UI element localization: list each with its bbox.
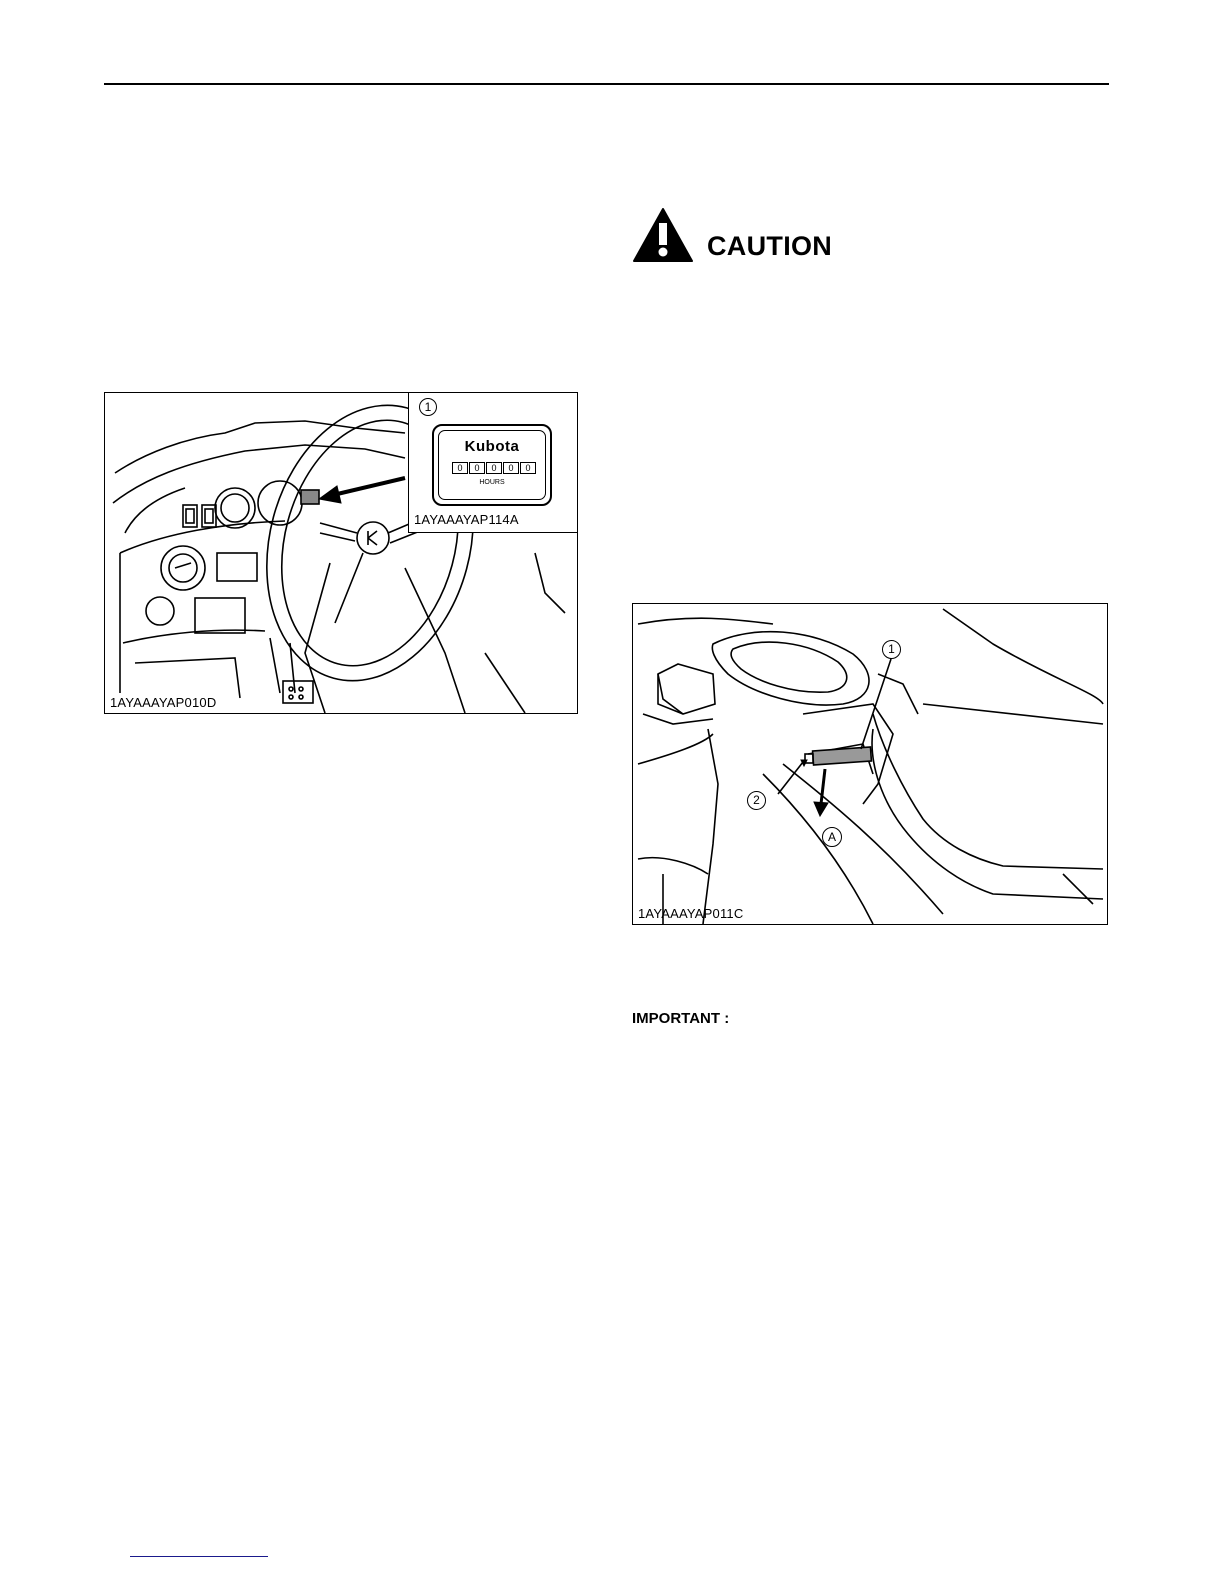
meter-digit: 0	[452, 462, 468, 474]
callout-1: 1	[882, 640, 901, 659]
caution-heading	[632, 207, 932, 267]
meter-digit: 0	[469, 462, 485, 474]
header-rule	[104, 83, 1109, 85]
meter-digit: 0	[503, 462, 519, 474]
figure-code: 1AYAAAYAP011C	[638, 906, 744, 921]
brake-release-figure	[632, 603, 1108, 925]
meter-digits	[452, 462, 536, 474]
hour-meter-face	[432, 424, 552, 506]
meter-unit: HOURS	[479, 479, 505, 486]
inset-code: 1AYAAAYAP114A	[414, 512, 519, 527]
callout-2: 2	[747, 791, 766, 810]
meter-brand: Kubota	[464, 438, 520, 455]
warning-triangle-icon	[632, 207, 694, 263]
brake-release-illustration	[633, 604, 1107, 924]
caution-label: CAUTION	[707, 231, 833, 261]
callout-A: A	[822, 827, 842, 847]
meter-digit: 0	[486, 462, 502, 474]
inset-callout-1: 1	[419, 398, 437, 416]
hour-meter-inset	[408, 392, 578, 533]
dashboard-figure	[104, 392, 578, 714]
important-label: IMPORTANT :	[632, 1010, 730, 1027]
figure-code: 1AYAAAYAP010D	[110, 695, 217, 710]
meter-digit: 0	[520, 462, 536, 474]
footer-link-underline[interactable]	[130, 1556, 268, 1557]
